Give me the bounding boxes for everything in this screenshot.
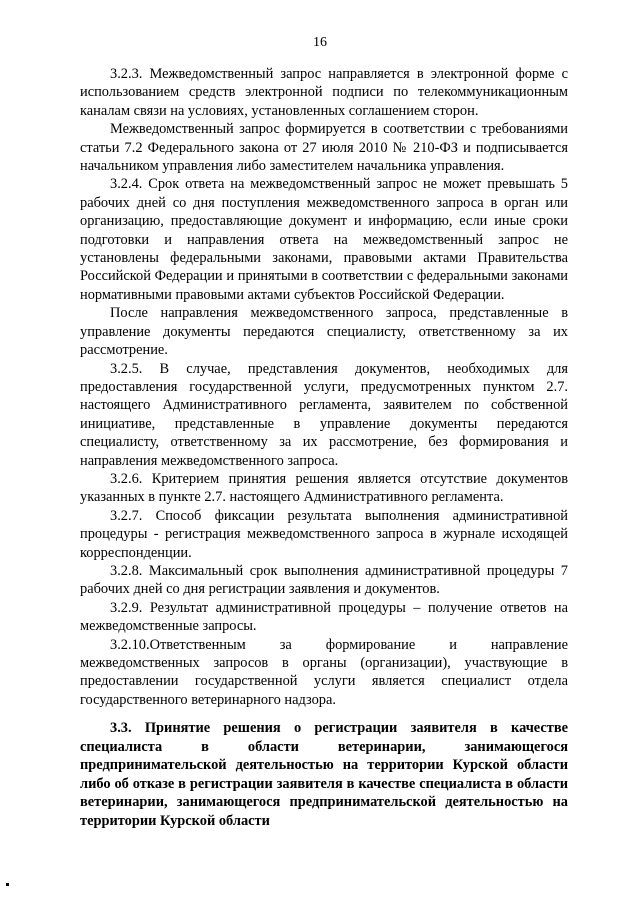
paragraph-3-2-5: 3.2.5. В случае, представления документов, необходимых для предоставления государственной услуги, предусмотренных пунктом 2.7. настоящего Административного регламента, заявителем по собственной инициативе, представленные в управление документы передаются специалисту, ответственному за их рассмотрение, без формирования и направления межведомственного запроса. — [80, 360, 568, 469]
scan-mark — [6, 883, 9, 886]
paragraph-3-2-10: 3.2.10.Ответственным за формирование и направление межведомственных запросов в органы (организации), участвующие в предоставлении государственной услуги является специалист отдела государственного ветеринарного надзора. — [80, 636, 568, 708]
section-heading-3-3: 3.3. Принятие решения о регистрации заявителя в качестве специалиста в области ветеринарии, занимающегося предпринимательской деятельностью на территории Курской области либо об отказе в регистрации заявителя в качестве специалиста в области ветеринарии, занимающегося предпринимательской деятельностью на территории Курской области — [80, 720, 568, 829]
paragraph-documents-transfer: После направления межведомственного запроса, представленные в управление документы передаются специалисту, ответственному за их рассмотрение. — [80, 305, 568, 359]
paragraph-3-2-7: 3.2.7. Способ фиксации результата выполнения административной процедуры - регистрация межведомственного запроса в журнале исходящей корреспонденции. — [80, 507, 568, 561]
body-text — [80, 65, 568, 709]
paragraph-request-formation: Межведомственный запрос формируется в соответствии с требованиями статьи 7.2 Федерального закона от 27 июля 2010 № 210-ФЗ и подписывается начальником управления либо заместителем начальника управления. — [80, 121, 568, 175]
paragraph-3-2-8: 3.2.8. Максимальный срок выполнения административной процедуры 7 рабочих дней со дня регистрации заявления и документов. — [80, 562, 568, 598]
paragraph-3-2-3: 3.2.3. Межведомственный запрос направляется в электронной форме с использованием средств электронной подписи по телекоммуникационным каналам связи на условиях, установленных соглашением сторон. — [80, 66, 568, 119]
page-number: 16 — [313, 35, 327, 50]
paragraph-3-2-4: 3.2.4. Срок ответа на межведомственный запрос не может превышать 5 рабочих дней со дня поступления межведомственного запроса в орган или организацию, предоставляющие документ и информацию, если иные сроки подготовки и направления ответа на межведомственный запрос не установлены федеральными законами, правовыми актами Правительства Российской Федерации и принятыми в соответствии с федеральными законами нормативными правовыми актами субъектов Российской Федерации. — [80, 176, 568, 303]
paragraph-3-2-9: 3.2.9. Результат административной процедуры – получение ответов на межведомственные запросы. — [80, 599, 568, 635]
paragraph-3-2-6: 3.2.6. Критерием принятия решения является отсутствие документов указанных в пункте 2.7. настоящего Административного регламента. — [80, 470, 568, 506]
